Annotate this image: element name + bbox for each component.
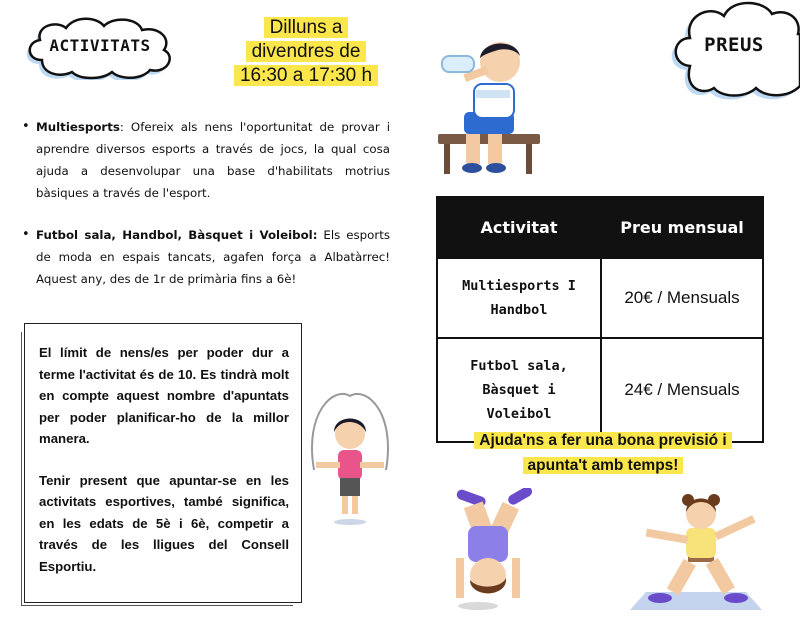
info-paragraph: El límit de nens/es per poder dur a terme l'activitat és de 10. Es tindrà molt en compte aquest nombre d'apuntats per poder planificar-ho de la millor manera. (39, 345, 289, 446)
activity-name-line: Bàsquet i (482, 382, 556, 398)
list-item (18, 224, 390, 290)
activities-list (18, 116, 390, 310)
activities-title-cloud (22, 14, 178, 80)
activity-cell (437, 338, 601, 442)
activity-name-line: Voleibol (486, 406, 552, 422)
price-cell: 20€ / Mensuals (601, 258, 763, 338)
activity-name-line: Handbol (490, 302, 548, 318)
child-cartwheel-illustration (438, 488, 538, 612)
table-header-row (437, 197, 763, 258)
activity-name-line: Multiesports I (462, 278, 576, 294)
price-table (436, 196, 764, 443)
activity-description: Els esports de moda en espais tancats, agafen força a Albatàrrec! Aquest any, des de 1r de primària fins a 6è! (36, 228, 391, 286)
info-box (24, 323, 302, 603)
column-header-activity: Activitat (437, 197, 601, 258)
activities-title: ACTIVITATS (49, 36, 151, 55)
list-item (18, 116, 390, 204)
boy-drinking-illustration (436, 34, 546, 179)
activity-cell (437, 258, 601, 338)
reminder-line-2: apunta't amb temps! (523, 457, 684, 474)
info-paragraph: Tenir present que apuntar-se en les activitats esportives, també significa, en les edats de 5è i 6è, competir a través de les lligues del Consell Esportiu. (39, 472, 289, 574)
activity-title: Multiesports (36, 120, 120, 134)
activity-description: : Ofereix als nens l'oportunitat de provar i aprendre diversos esports a través de jocs, la qual cosa ajuda a desenvolupar una base d'habilitats motrius bàsiques a través de l'esport. (36, 120, 390, 200)
column-header-price: Preu mensual (601, 197, 763, 258)
price-cell: 24€ / Mensuals (601, 338, 763, 442)
girl-exercise-illustration (626, 494, 766, 614)
reminder-note (448, 428, 758, 478)
prices-title: PREUS (704, 34, 764, 56)
table-row (437, 258, 763, 338)
schedule-line-3: 16:30 a 17:30 h (234, 65, 378, 86)
girl-jump-rope-illustration (304, 392, 396, 527)
prices-title-cloud (668, 0, 800, 100)
table-row (437, 338, 763, 442)
schedule (228, 16, 384, 88)
schedule-line-2: divendres de (246, 41, 367, 62)
activity-title: Futbol sala, Handbol, Bàsquet i Voleibol: (36, 228, 318, 242)
reminder-line-1: Ajuda'ns a fer una bona previsió i (474, 432, 731, 449)
activity-name-line: Futbol sala, (470, 358, 568, 374)
schedule-line-1: Dilluns a (264, 17, 349, 38)
